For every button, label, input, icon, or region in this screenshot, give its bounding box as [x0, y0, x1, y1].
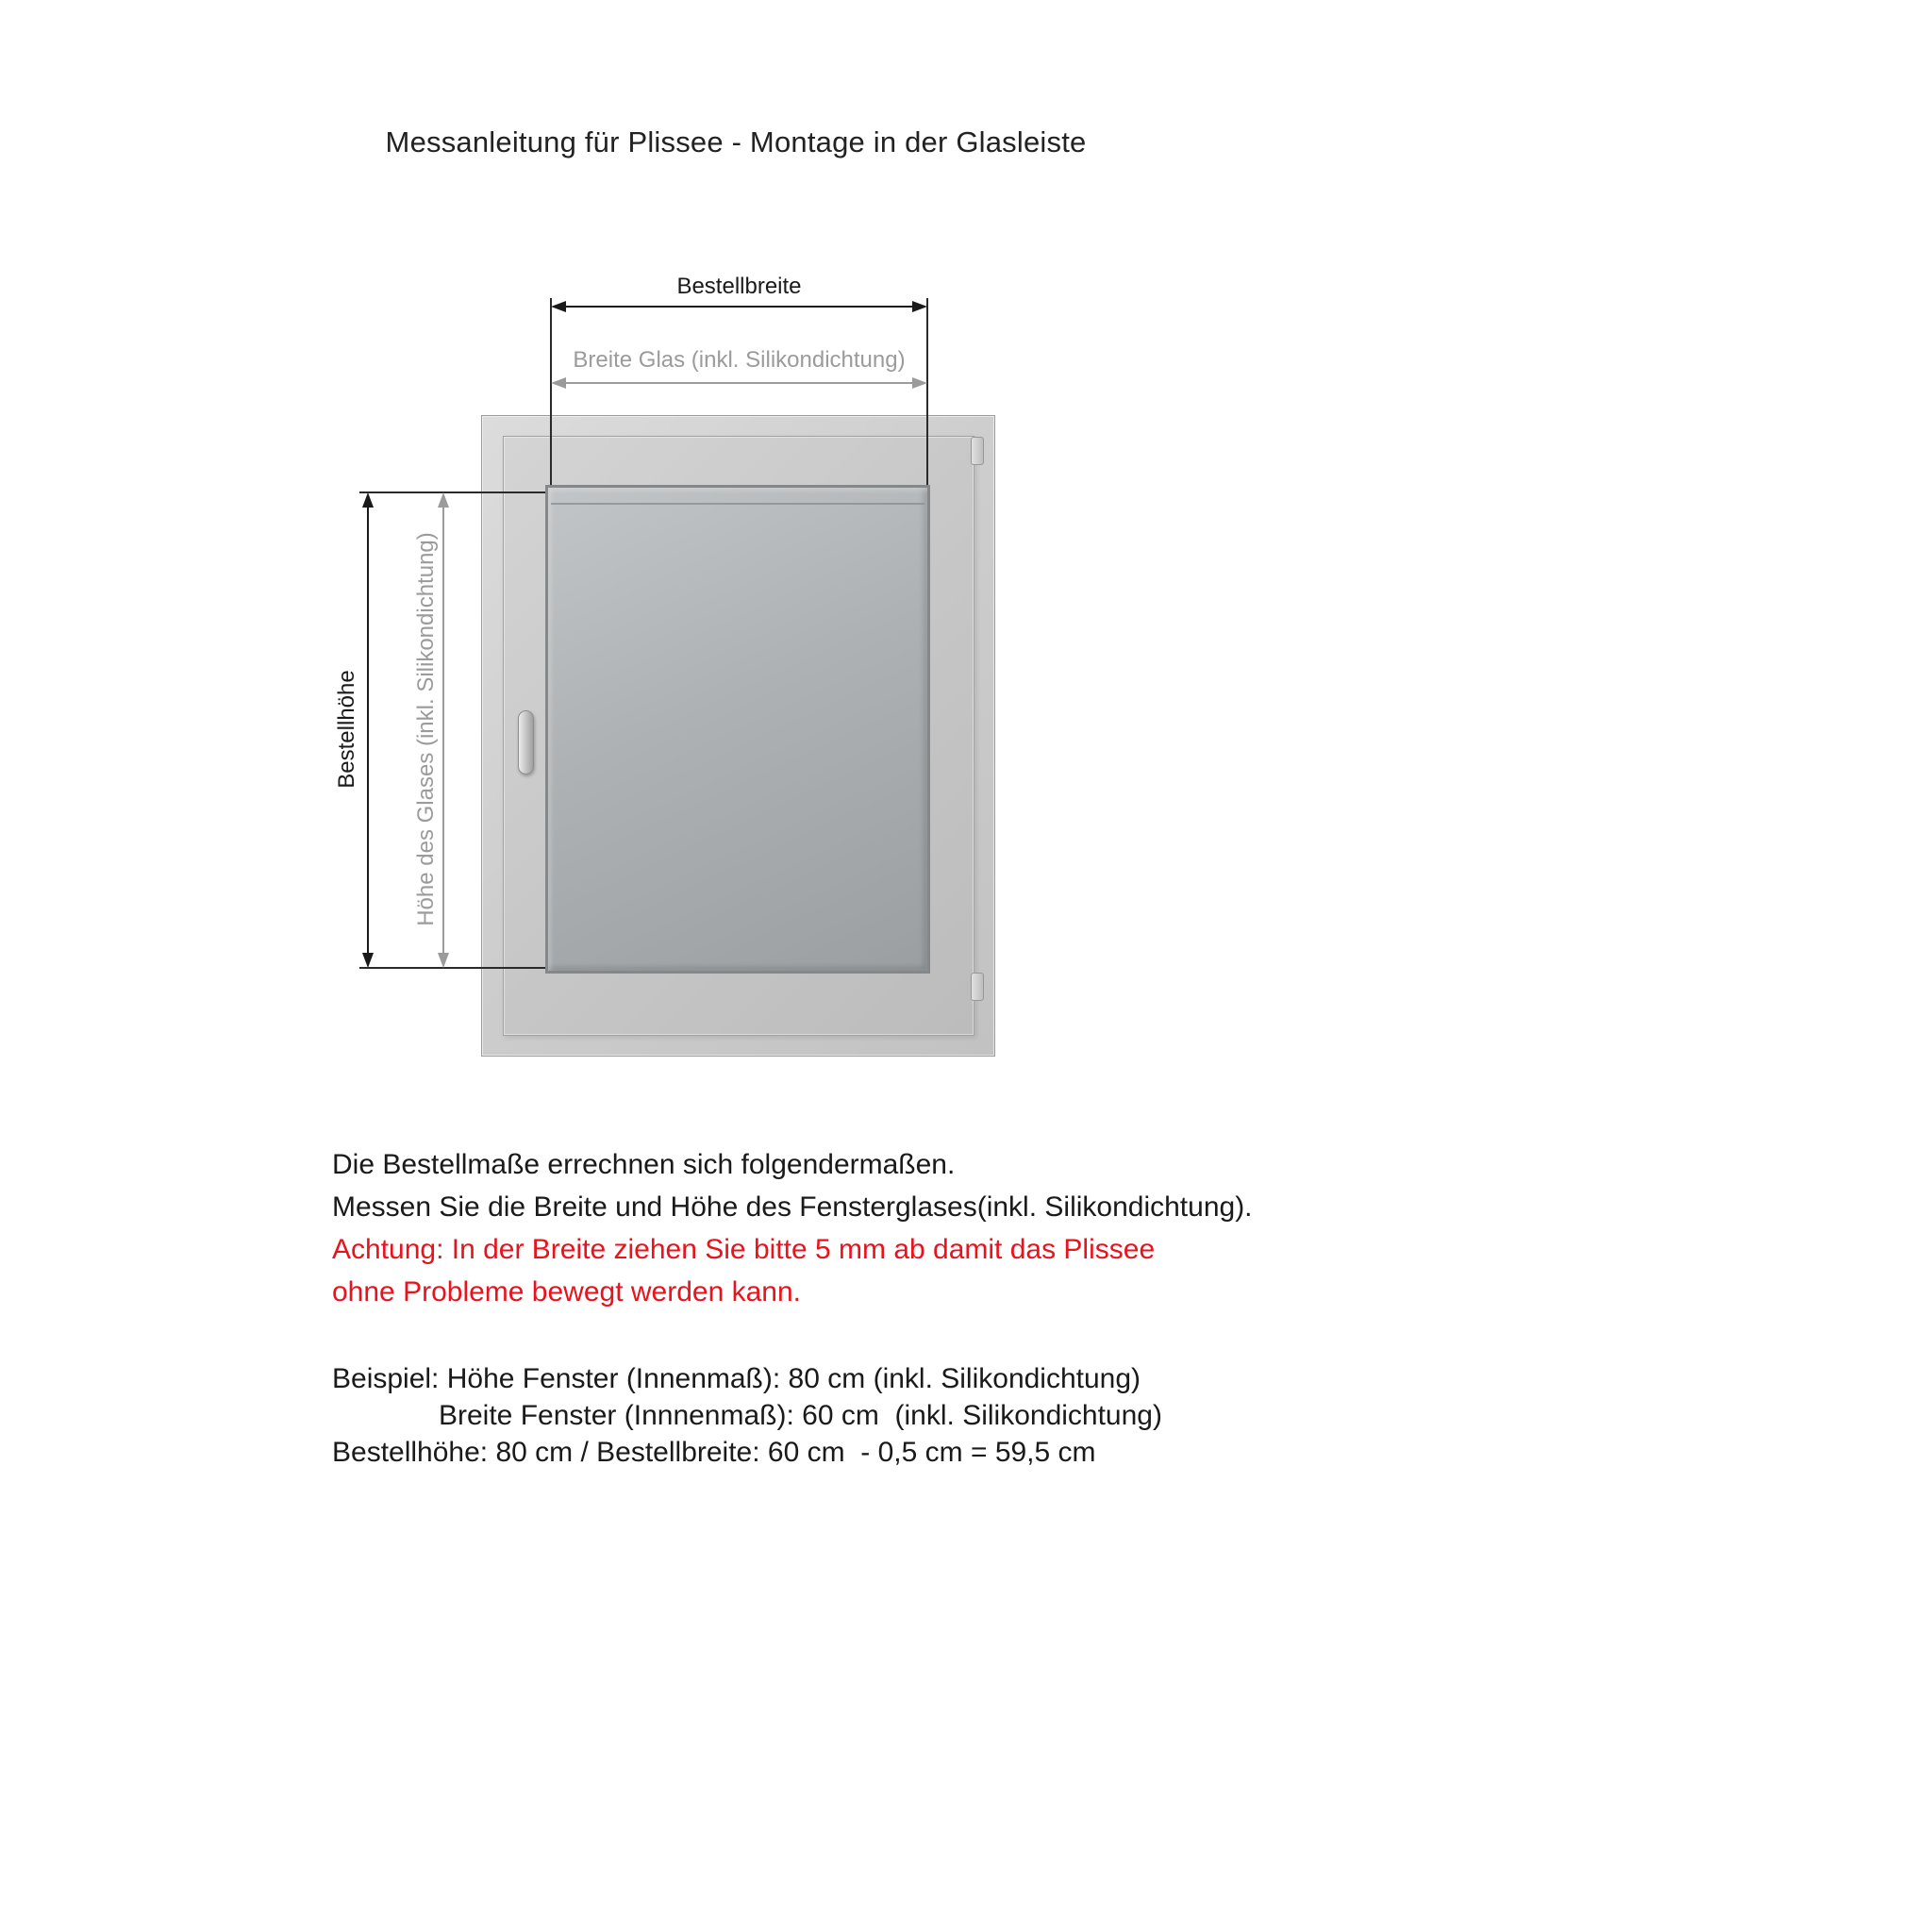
- window-glass: [545, 485, 930, 974]
- example-line-2: Breite Fenster (Innnenmaß): 60 cm (inkl. Silikondichtung): [439, 1400, 1162, 1431]
- warning-line-1: Achtung: In der Breite ziehen Sie bitte 5 mm ab damit das Plissee: [332, 1234, 1156, 1265]
- window-handle: [518, 710, 534, 774]
- page-title: Messanleitung für Plissee - Montage in der Glasleiste: [385, 125, 1087, 158]
- example-line-1: Beispiel: Höhe Fenster (Innenmaß): 80 cm (inkl. Silikondichtung): [332, 1363, 1141, 1394]
- glass-width-arrow: [551, 377, 927, 389]
- instruction-line-1: Die Bestellmaße errechnen sich folgendermaßen.: [332, 1149, 956, 1180]
- order-height-arrow: [362, 492, 374, 968]
- glass-height-label: Höhe des Glases (inkl. Silikondichtung): [413, 532, 439, 926]
- window-hinge-bottom: [971, 973, 984, 1001]
- order-width-arrow: [551, 301, 927, 312]
- order-height-label: Bestellhöhe: [334, 670, 359, 789]
- example-line-3: Bestellhöhe: 80 cm / Bestellbreite: 60 cm - 0,5 cm = 59,5 cm: [332, 1437, 1096, 1468]
- instruction-line-2: Messen Sie die Breite und Höhe des Fensterglases(inkl. Silikondichtung).: [332, 1191, 1253, 1223]
- window-hinge-top: [971, 437, 984, 465]
- order-width-label: Bestellbreite: [676, 274, 802, 299]
- glass-width-label: Breite Glas (inkl. Silikondichtung): [573, 347, 906, 373]
- glass-bead-top-edge: [551, 503, 924, 505]
- warning-line-2: ohne Probleme bewegt werden kann.: [332, 1276, 801, 1307]
